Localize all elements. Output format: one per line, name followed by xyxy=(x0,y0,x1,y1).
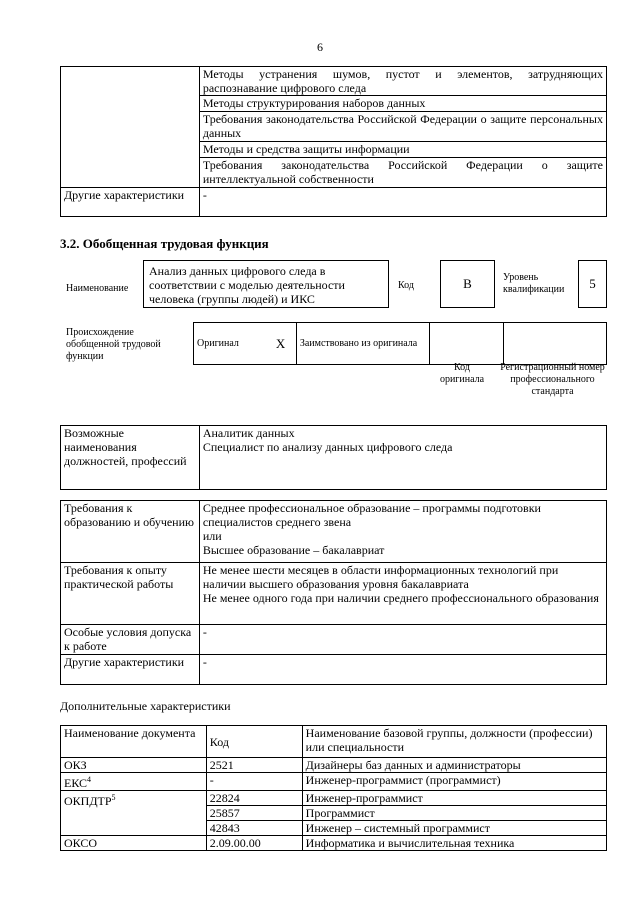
top-table-row: Методы устранения шумов, пустот и элементов, затрудняющих распознавание цифрового следа xyxy=(199,67,606,96)
education-line: Среднее профессиональное образование – программы подготовки специалистов среднего звена xyxy=(202,501,541,529)
top-table-row: Требования законодательства Российской Федерации о защите персональных данных xyxy=(199,112,606,142)
experience-label: Требования к опыту практической работы xyxy=(61,563,200,625)
other-characteristics-label: Другие характеристики xyxy=(61,188,200,217)
education-line: Высшее образование – бакалавриат xyxy=(202,543,385,557)
origin-table xyxy=(193,322,607,365)
experience-value xyxy=(199,563,606,625)
other-value: - xyxy=(199,655,606,685)
top-knowledge-table xyxy=(60,66,607,217)
header-document: Наименование документа xyxy=(61,726,207,758)
admission-label: Особые условия допуска к работе xyxy=(61,625,200,655)
origin-borrowed-label: Заимствовано из оригинала xyxy=(296,323,429,365)
doc-okso: ОКСО xyxy=(61,836,207,851)
top-table-empty-cell xyxy=(61,67,200,188)
code-cell: 22824 xyxy=(206,791,302,806)
tf-level-label: Уровень квалификации xyxy=(503,272,565,295)
position-item: Специалист по анализу данных цифрового следа xyxy=(202,440,453,454)
doc-okz: ОКЗ xyxy=(61,758,207,773)
code-cell: 2.09.00.00 xyxy=(206,836,302,851)
tf-code-value: B xyxy=(440,260,495,308)
education-line: или xyxy=(202,529,222,543)
tf-name-label: Наименование xyxy=(66,283,129,294)
origin-reg-cell xyxy=(504,323,607,365)
positions-values xyxy=(199,426,606,490)
other-label: Другие характеристики xyxy=(61,655,200,685)
code-cell: 42843 xyxy=(206,821,302,836)
other-characteristics-value: - xyxy=(199,188,606,217)
code-cell: 25857 xyxy=(206,806,302,821)
doc-name: ЕКС xyxy=(64,776,88,790)
additional-table xyxy=(60,725,607,851)
name-cell: Инженер – системный программист xyxy=(302,821,606,836)
doc-okpdtr xyxy=(61,791,207,836)
tf-name-value: Анализ данных цифрового следа в соответствии с моделью деятельности человека (группы людей) и ИКС xyxy=(143,260,389,308)
header-name: Наименование базовой группы, должности (профессии) или специальности xyxy=(302,726,606,758)
section-title: 3.2. Обобщенная трудовая функция xyxy=(60,236,269,251)
doc-eks xyxy=(61,773,207,791)
code-cell: - xyxy=(206,773,302,791)
name-cell: Информатика и вычислительная техника xyxy=(302,836,606,851)
origin-reg-caption: Регистрационный номер профессионального стандарта xyxy=(500,362,605,397)
position-item: Аналитик данных xyxy=(202,426,295,440)
positions-table xyxy=(60,425,607,490)
name-cell: Программист xyxy=(302,806,606,821)
doc-name: ОКПДТР xyxy=(64,794,112,808)
education-value xyxy=(199,501,606,563)
tf-level-value: 5 xyxy=(578,260,607,308)
header-code: Код xyxy=(206,726,302,758)
origin-code-cell xyxy=(429,323,504,365)
origin-code-caption: Код оригинала xyxy=(439,362,485,385)
admission-value: - xyxy=(199,625,606,655)
experience-line: Не менее шести месяцев в области информационных технологий при наличии высшего образования уровня бакалавриата xyxy=(202,563,559,591)
requirements-table xyxy=(60,500,607,685)
positions-label: Возможные наименования должностей, профессий xyxy=(61,426,200,490)
name-cell: Инженер-программист xyxy=(302,791,606,806)
origin-original-mark: X xyxy=(265,323,296,365)
top-table-row: Методы структурирования наборов данных xyxy=(199,96,606,112)
origin-label: Происхождение обобщенной трудовой функции xyxy=(66,327,161,362)
tf-code-label: Код xyxy=(398,280,414,291)
education-label: Требования к образованию и обучению xyxy=(61,501,200,563)
code-cell: 2521 xyxy=(206,758,302,773)
footnote-mark: 5 xyxy=(111,793,116,802)
origin-original-label: Оригинал xyxy=(194,323,266,365)
experience-line: Не менее одного года при наличии среднего профессионального образования xyxy=(202,591,599,605)
footnote-mark: 4 xyxy=(87,775,92,784)
name-cell: Дизайнеры баз данных и администраторы xyxy=(302,758,606,773)
additional-title: Дополнительные характеристики xyxy=(60,699,231,713)
top-table-row: Требования законодательства Российской Федерации о защите интеллектуальной собственности xyxy=(199,158,606,188)
page-number: 6 xyxy=(317,40,323,54)
name-cell: Инженер-программист (программист) xyxy=(302,773,606,791)
top-table-row: Методы и средства защиты информации xyxy=(199,142,606,158)
